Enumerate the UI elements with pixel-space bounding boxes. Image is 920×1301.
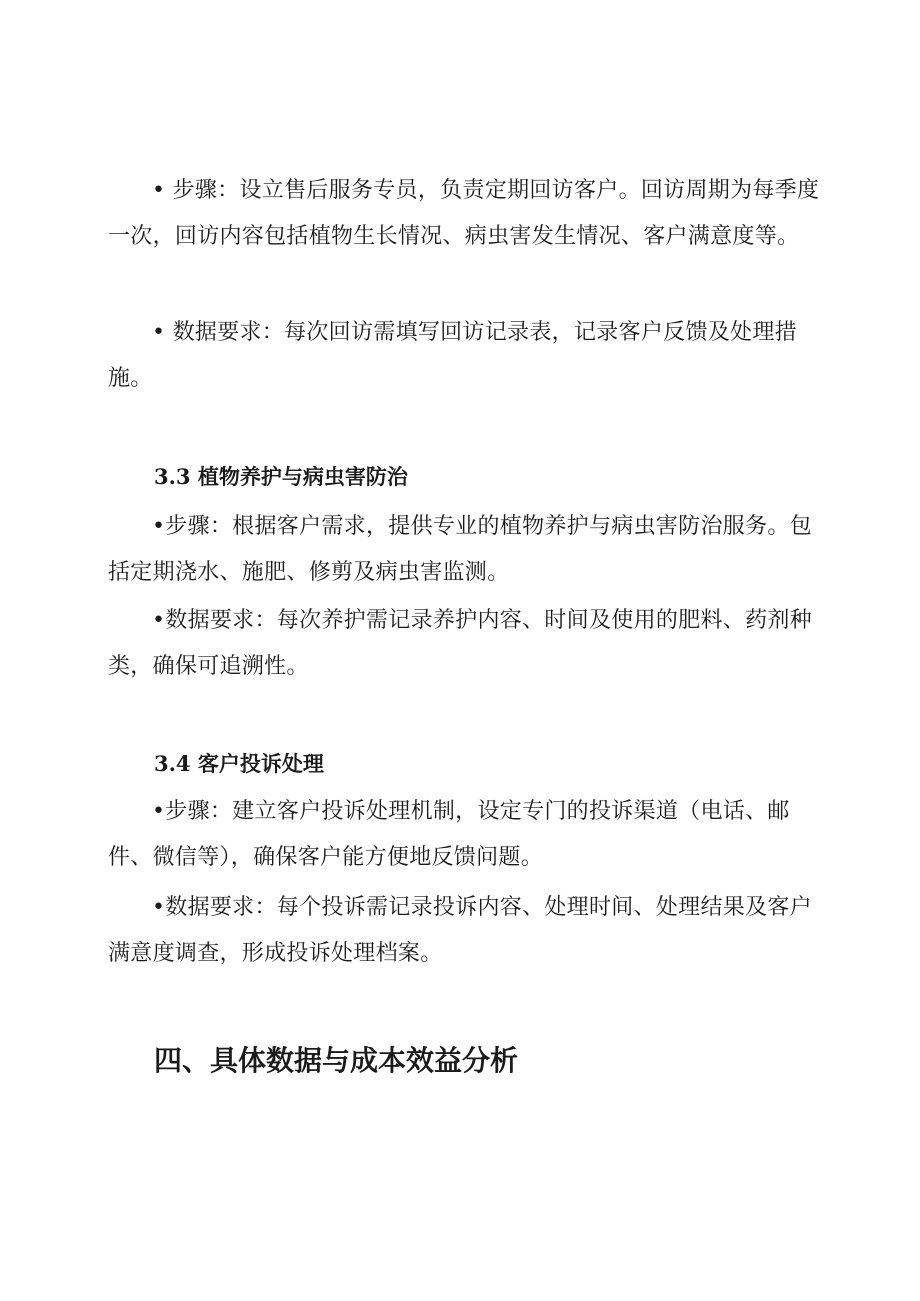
chapter-4-title: 四、具体数据与成本效益分析 [154, 1044, 519, 1077]
aftersales-data-requirement-paragraph: • 数据要求：每次回访需填写回访记录表，记录客户反馈及处理措施。 [108, 320, 797, 391]
section-3-3-heading: 3.3 植物养护与病虫害防治 [154, 464, 408, 489]
complaint-step-paragraph: •步骤：建立客户投诉处理机制，设定专门的投诉渠道（电话、邮件、微信等），确保客户能方便地反馈问题。 [108, 799, 790, 870]
aftersales-step-paragraph: • 步骤：设立售后服务专员，负责定期回访客户。回访周期为每季度一次，回访内容包括植物生长情况、病虫害发生情况、客户满意度等。 [108, 178, 820, 249]
plant-care-data-requirement-paragraph: •数据要求：每次养护需记录养护内容、时间及使用的肥料、药剂种类，确保可追溯性。 [108, 608, 812, 679]
plant-care-step-paragraph: •步骤：根据客户需求，提供专业的植物养护与病虫害防治服务。包括定期浇水、施肥、修剪及病虫害监测。 [108, 514, 812, 585]
section-3-4-heading: 3.4 客户投诉处理 [154, 751, 324, 776]
complaint-data-requirement-paragraph: •数据要求：每个投诉需记录投诉内容、处理时间、处理结果及客户满意度调查，形成投诉处理档案。 [108, 895, 812, 966]
